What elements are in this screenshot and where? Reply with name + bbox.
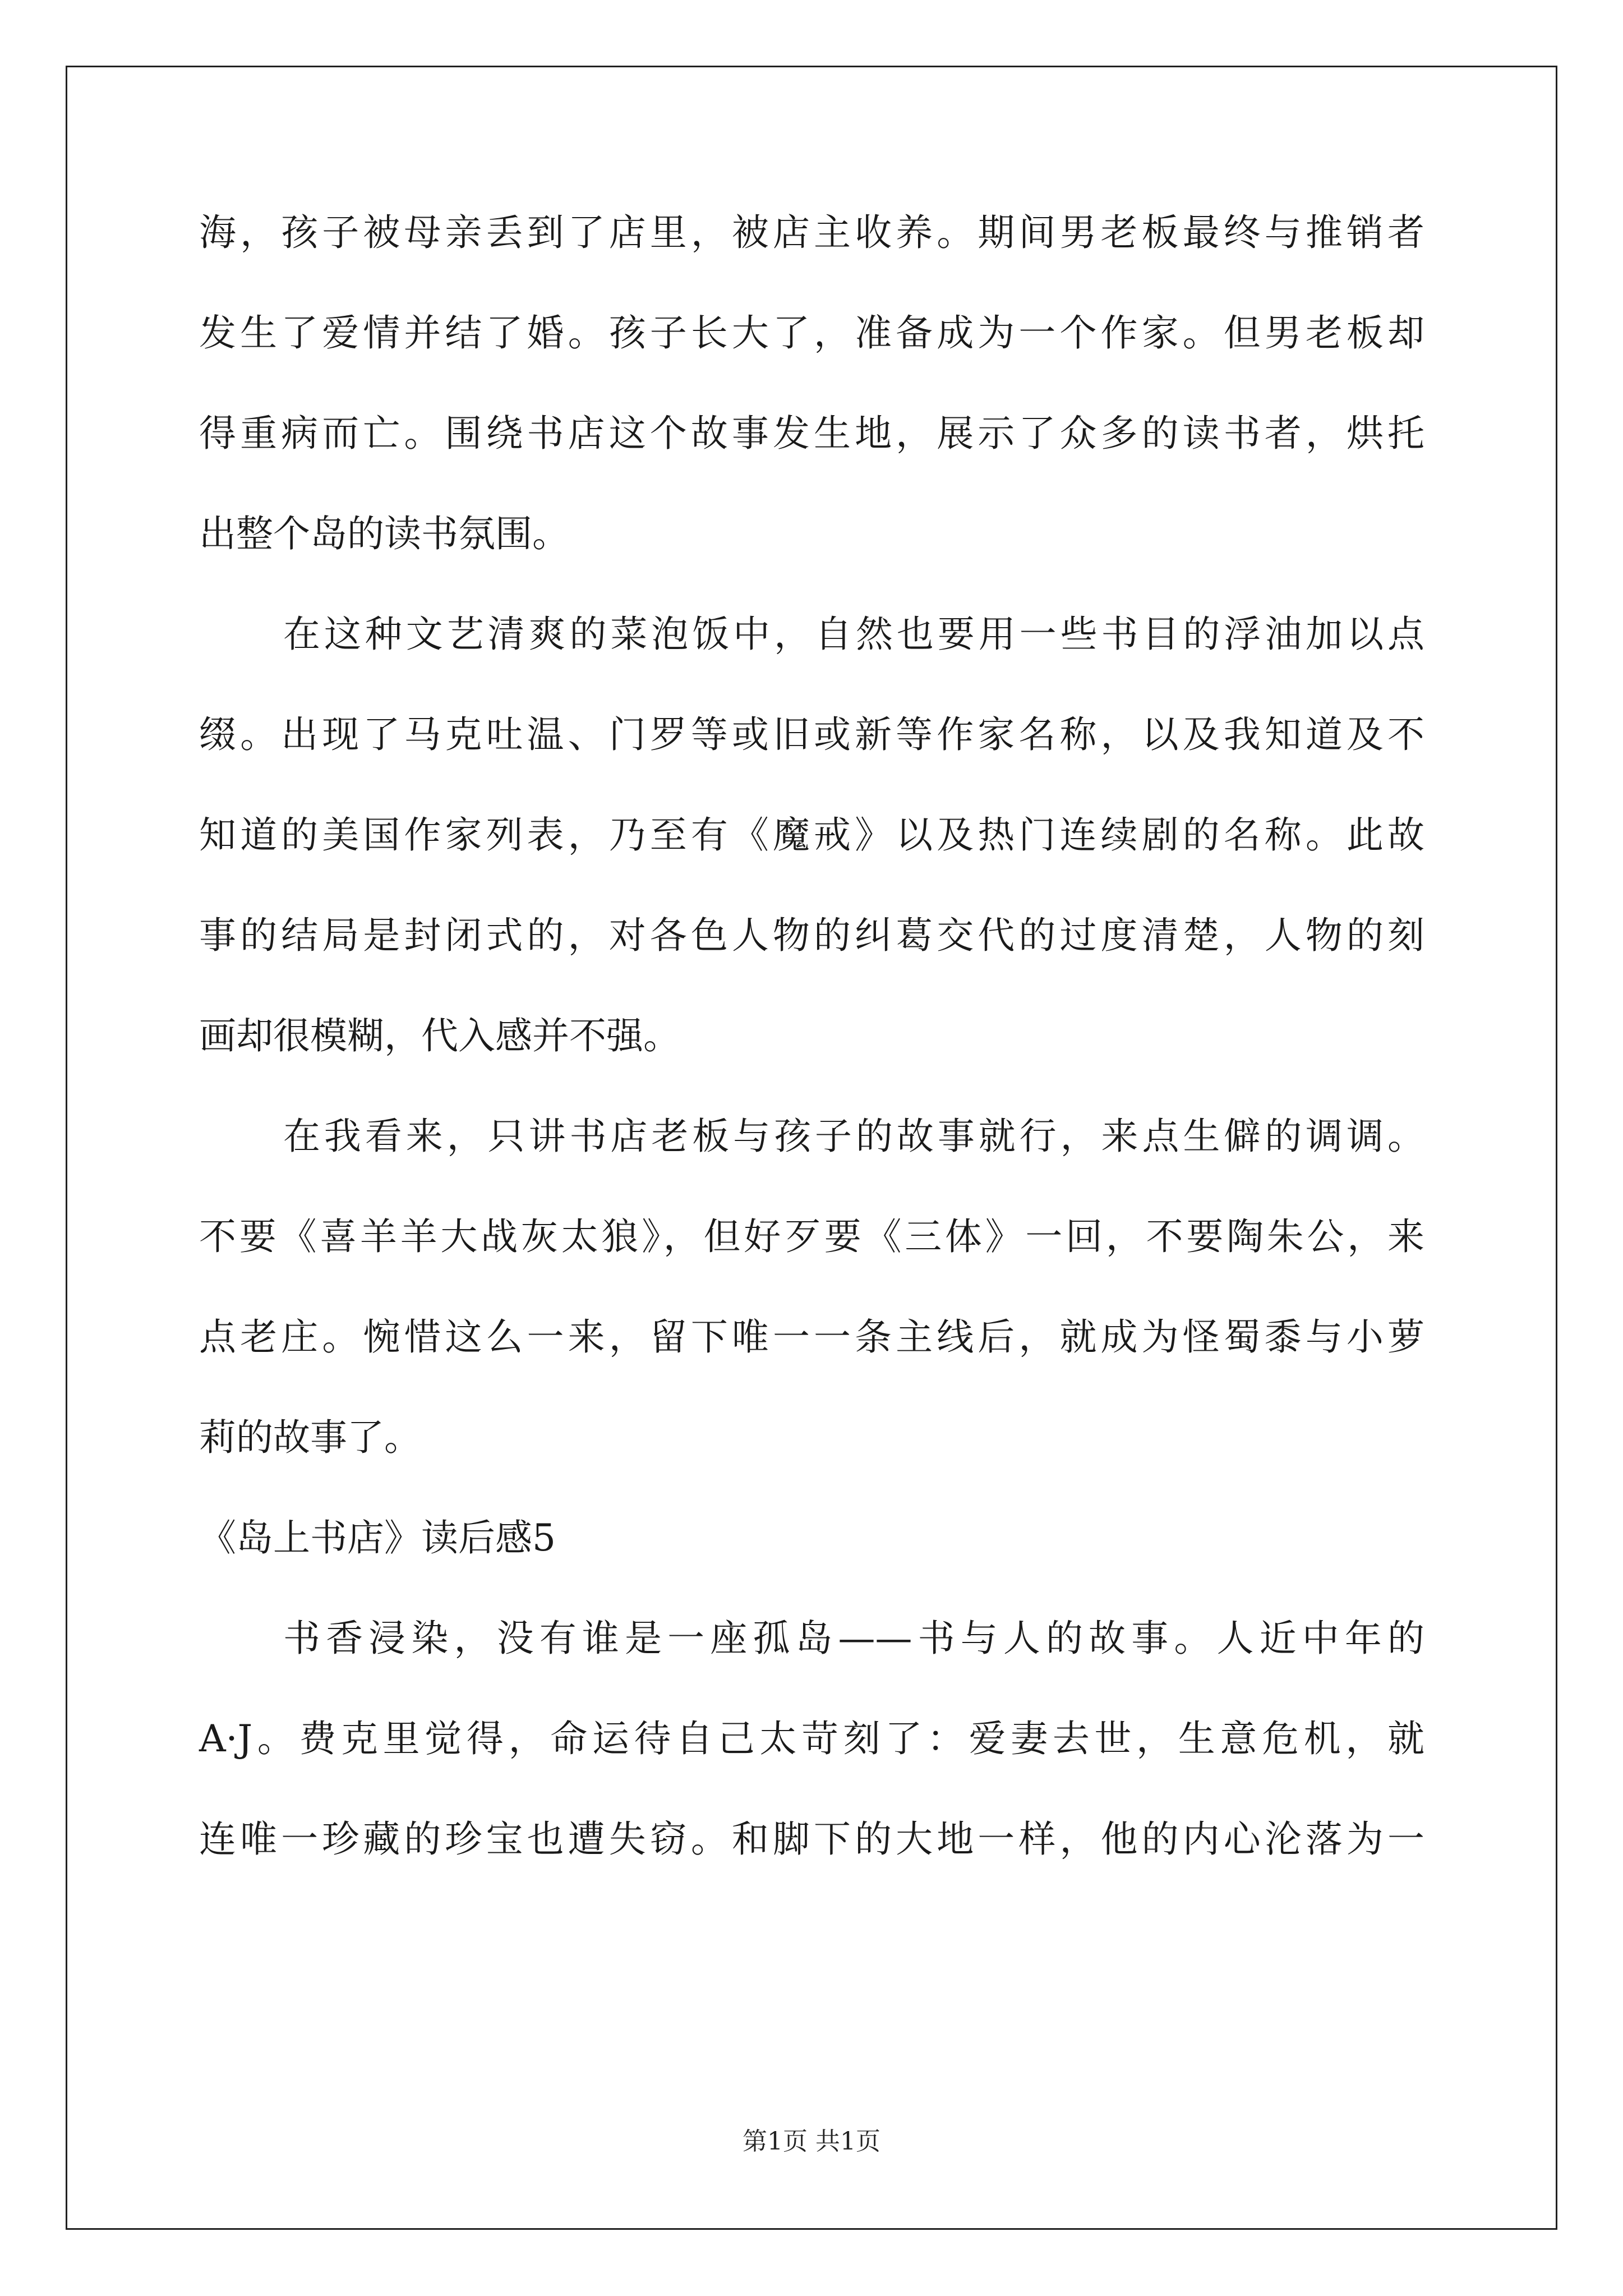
text-line: 知道的美国作家列表，乃至有《魔戒》以及热门连续剧的名称。此故 — [199, 813, 1424, 857]
text-line: 连唯一珍藏的珍宝也遭失窃。和脚下的大地一样，他的内心沦落为一 — [199, 1818, 1424, 1861]
text-line: 点老庄。惋惜这么一来，留下唯一一条主线后，就成为怪蜀黍与小萝 — [199, 1315, 1424, 1359]
text-line: 缀。出现了马克吐温、门罗等或旧或新等作家名称，以及我知道及不 — [199, 713, 1424, 756]
text-line: 画却很模糊，代入感并不强。 — [199, 1014, 680, 1057]
text-line: 得重病而亡。围绕书店这个故事发生地，展示了众多的读书者，烘托 — [199, 412, 1424, 455]
paragraph-start: 书香浸染，没有谁是一座孤岛——书与人的故事。人近中年的 — [283, 1617, 1424, 1660]
text-line: 海，孩子被母亲丢到了店里，被店主收养。期间男老板最终与推销者 — [199, 211, 1424, 254]
section-heading: 《岛上书店》读后感5 — [199, 1516, 556, 1559]
text-line: 不要《喜羊羊大战灰太狼》，但好歹要《三体》一回，不要陶朱公，来 — [199, 1215, 1424, 1258]
text-line: A·J。费克里觉得，命运待自己太苛刻了：爱妻去世，生意危机，就 — [199, 1717, 1424, 1760]
paragraph-start: 在我看来，只讲书店老板与孩子的故事就行，来点生僻的调调。 — [283, 1115, 1424, 1158]
paragraph-start: 在这种文艺清爽的菜泡饭中，自然也要用一些书目的浮油加以点 — [283, 613, 1424, 656]
text-line: 发生了爱情并结了婚。孩子长大了，准备成为一个作家。但男老板却 — [199, 311, 1424, 355]
text-line: 事的结局是封闭式的，对各色人物的纠葛交代的过度清楚，人物的刻 — [199, 914, 1424, 957]
text-line: 莉的故事了。 — [199, 1416, 421, 1459]
page-footer: 第1页 共1页 — [743, 2127, 880, 2156]
text-line: 出整个岛的读书氛围。 — [199, 512, 569, 555]
